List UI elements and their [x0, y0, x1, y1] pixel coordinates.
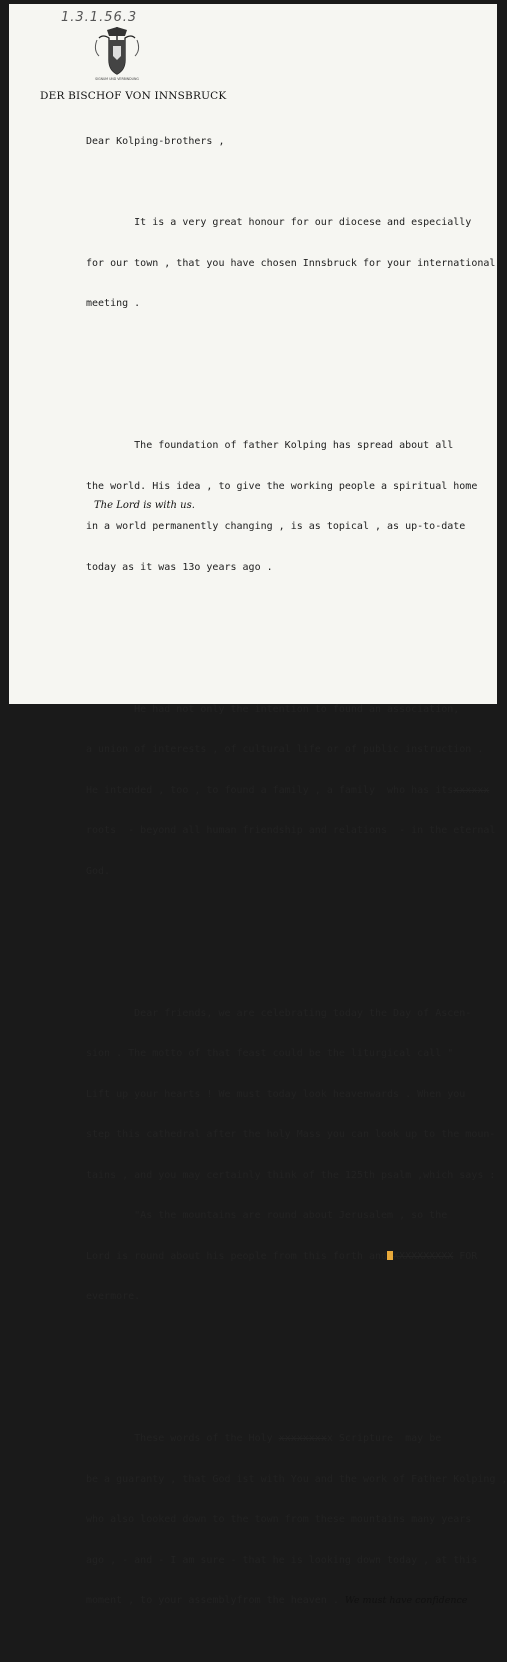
- letter-page: [9, 4, 507, 1606]
- paragraph-4: Dear friends, we are celebrating today the Day of Ascen- sion . The motto of that feast could be the liturgical call " Lift up your hearts ! We must today look heavenwards . When you step this cathedral after the holy Mass you can look up to the moun- tains , and you may certainly think of the 125th psalm ,which says : "As the mountains are round about Jerusalem , so the Lord is round about his people from this forth and XXXXXXXXXX FOR evermore.: [86, 1007, 496, 1302]
- paragraph-1: It is a very great honour for our diocese and especially for our town , that you have chosen Innsbruck for your international meeting .: [86, 217, 496, 309]
- crest-motto: SIGNUM UND VERBINDUNG: [95, 77, 139, 81]
- archive-number: 1.3.1.56.3: [61, 10, 138, 25]
- paragraph-3: He had not only the intention to found an association, a union of interests , of cultural life or of public instruction . He intended , too , to found a family , a family who has itsxxxxxx roots - beyond all human friendship and relations - in the eternal God.: [86, 703, 496, 877]
- salutation: Dear Kolping-brothers ,: [86, 136, 225, 147]
- letterhead: DER BISCHOF VON INNSBRUCK: [40, 90, 227, 102]
- paragraph-2: The foundation of father Kolping has spread about all the world. His idea , to give the working people a spiritual home in a world permanently changing , is as topical , as up-to-date today as it was 13o years ago .: [86, 440, 478, 573]
- letter-body: [86, 108, 507, 1662]
- handwritten-closing: The Lord is with us.: [94, 500, 195, 511]
- handwritten-note: We must have confidence: [344, 1595, 468, 1606]
- struck-text: XXXXXXXXXX: [393, 1250, 454, 1262]
- struck-text: xxxxxxxx: [278, 1433, 327, 1444]
- episcopal-crest-icon: [89, 26, 145, 82]
- paragraph-5: These words of the Holy xxxxxxxxx Scripture may be be a guaranty , that God ist with You and the work of Father Kolping , who also looked down to the town from these mountains many years ago , - and - I am sure - that he is looking down today , at this moment , to your assemblyfrom the heaven . We must have confidence: [86, 1433, 507, 1606]
- struck-text: xxxxxx: [453, 784, 490, 796]
